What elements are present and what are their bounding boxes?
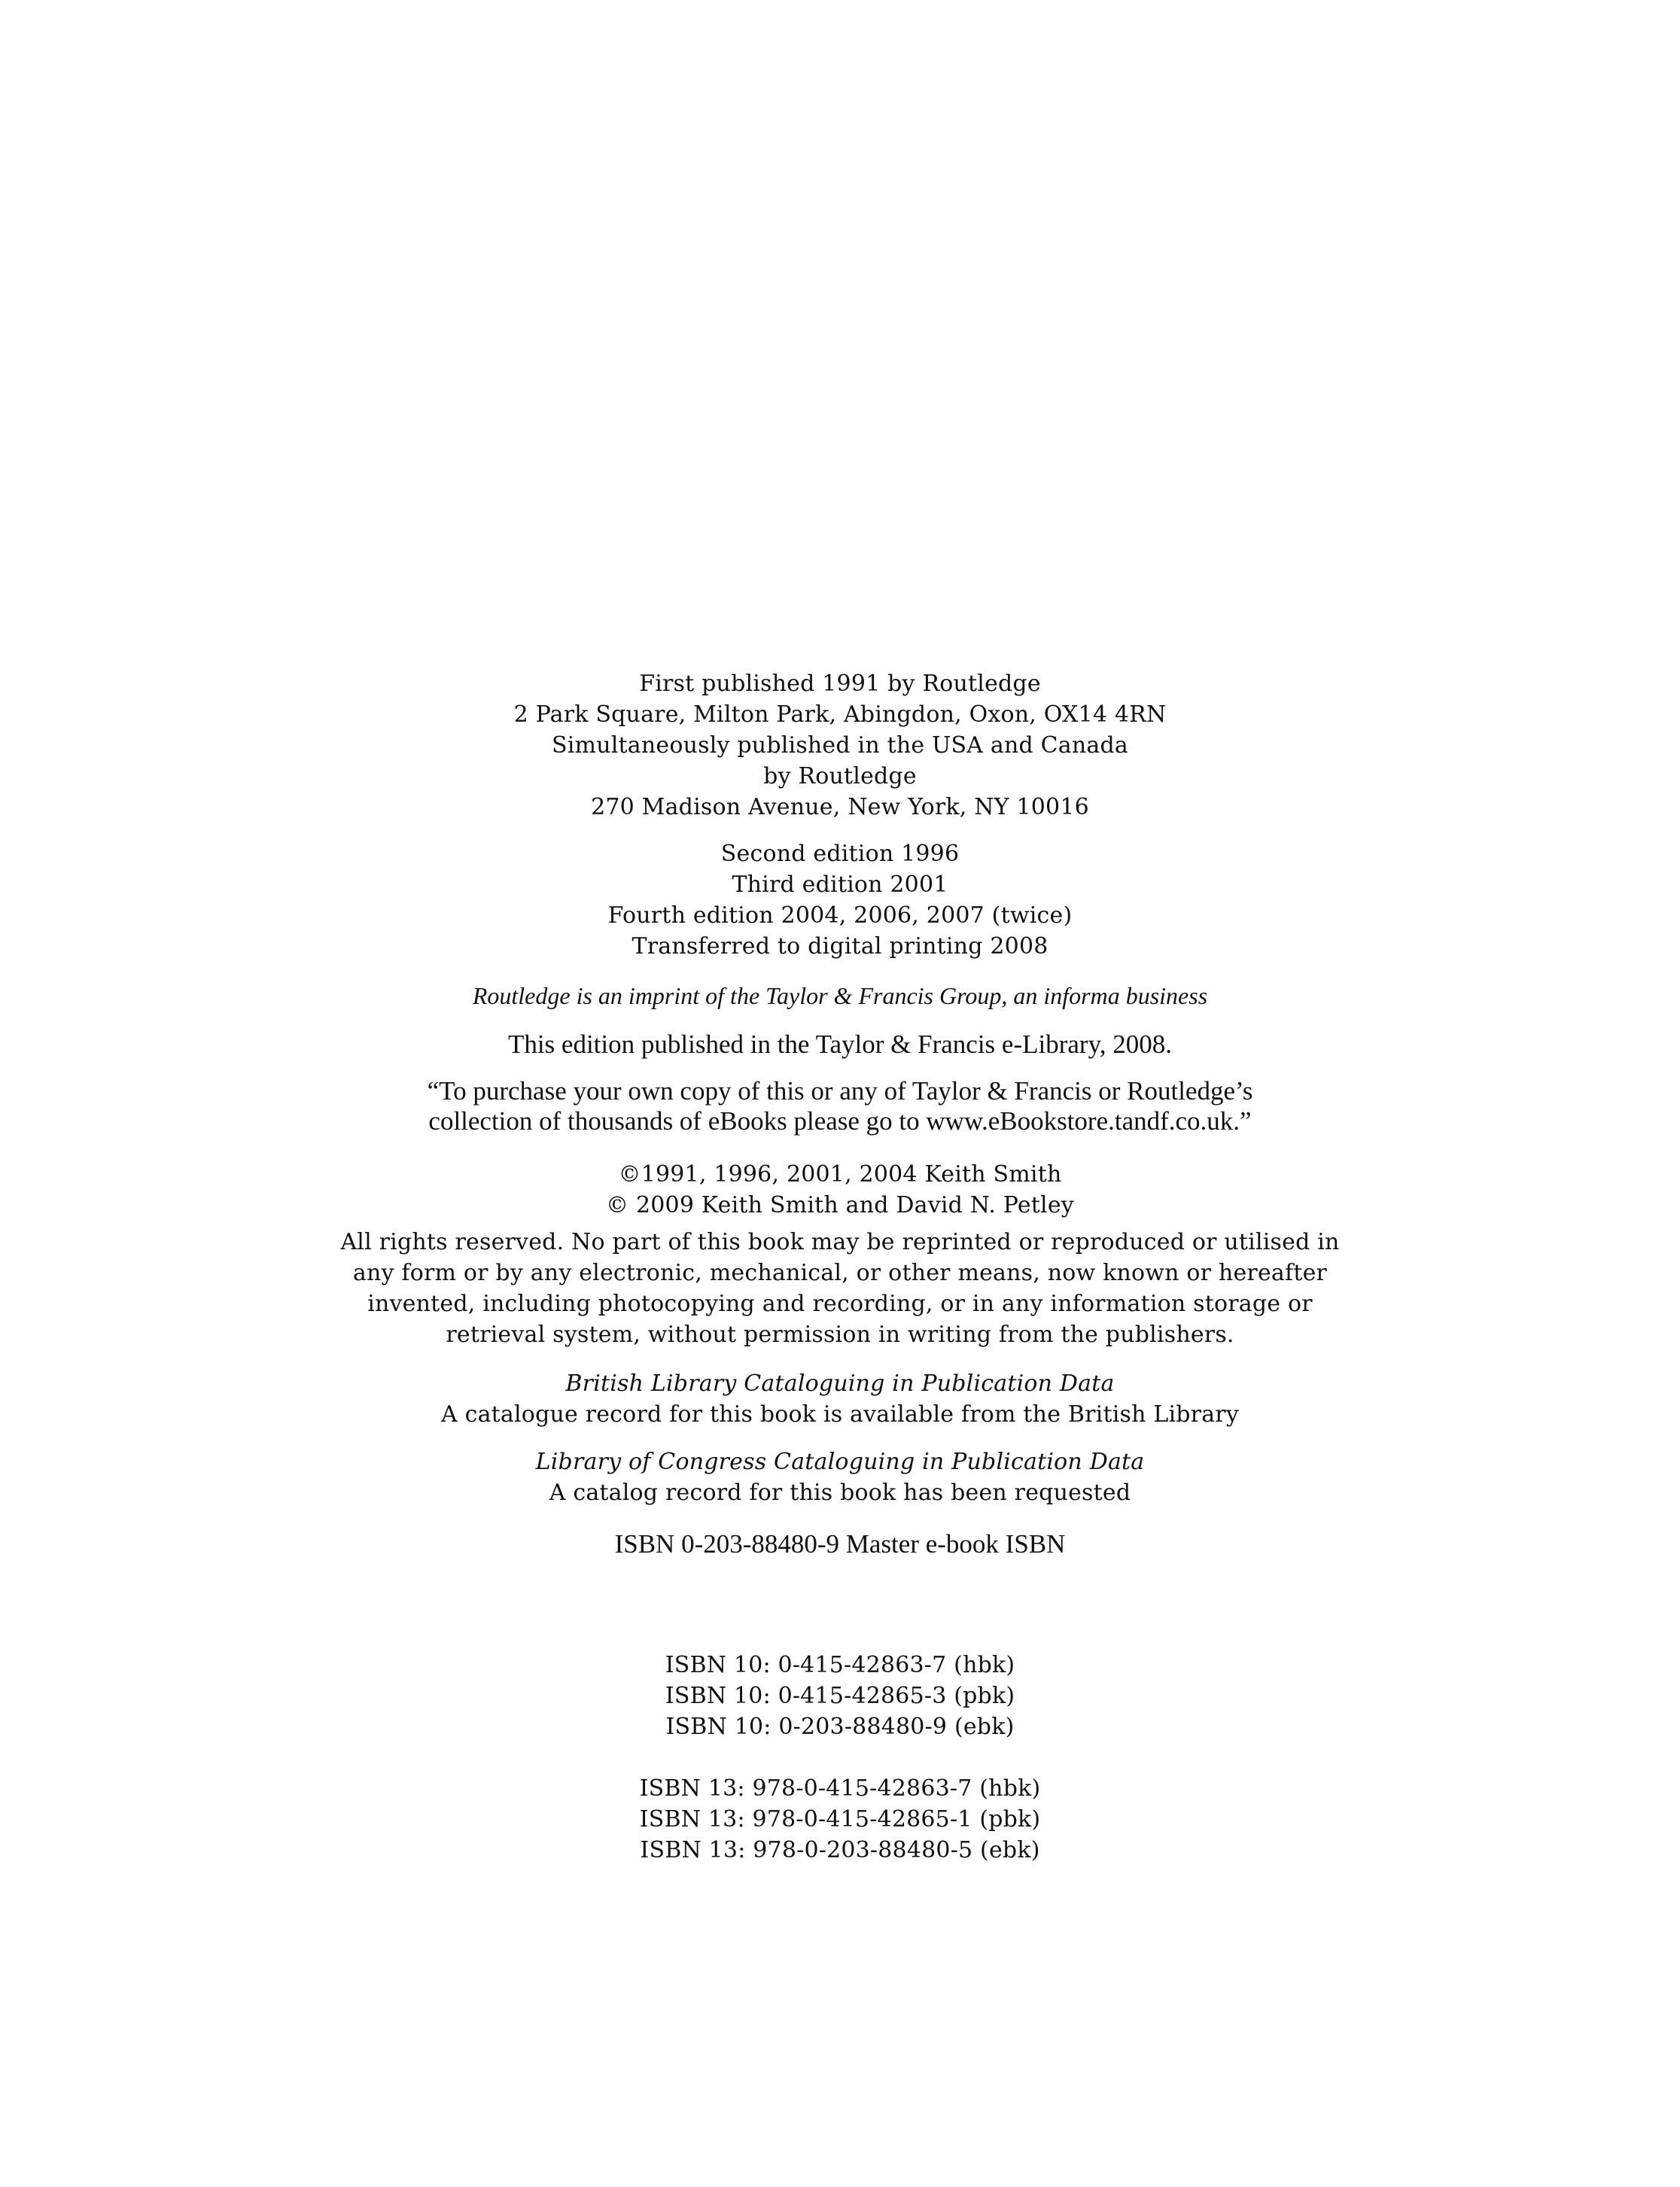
british-library-heading: British Library Cataloguing in Publication Data: [565, 1370, 1115, 1397]
elibrary-statement: [0, 1030, 1680, 1060]
copyright-line: © 2009 Keith Smith and David N. Petley: [606, 1192, 1074, 1218]
purchase-notice: [0, 1076, 1680, 1136]
library-of-congress-heading: Library of Congress Cataloguing in Publication Data: [535, 1449, 1145, 1475]
library-of-congress-text: A catalog record for this book has been requested: [549, 1480, 1131, 1506]
publication-line: Simultaneously published in the USA and Canada: [552, 732, 1128, 759]
rights-line: invented, including photocopying and recording, or in any information storage or: [367, 1291, 1313, 1317]
rights-line: any form or by any electronic, mechanical, or other means, now known or hereafter: [352, 1260, 1328, 1286]
rights-line: All rights reserved. No part of this book may be reprinted or reproduced or utilised in: [340, 1229, 1340, 1255]
purchase-line: “To purchase your own copy of this or any of Taylor & Francis or Routledge’s: [427, 1076, 1253, 1106]
isbn-13-line: ISBN 13: 978-0-415-42863-7 (hbk): [639, 1775, 1041, 1802]
imprint-line: Routledge is an imprint of the Taylor & Francis Group, an informa business: [472, 982, 1208, 1009]
purchase-line: collection of thousands of eBooks please go to www.eBookstore.tandf.co.uk.”: [428, 1106, 1252, 1136]
elibrary-line: This edition published in the Taylor & Francis e-Library, 2008.: [507, 1030, 1173, 1059]
publication-line: by Routledge: [763, 763, 917, 789]
isbn-10-line: ISBN 10: 0-415-42865-3 (pbk): [665, 1683, 1015, 1709]
isbn-10-line: ISBN 10: 0-203-88480-9 (ebk): [665, 1714, 1015, 1740]
edition-line: Third edition 2001: [732, 871, 948, 898]
isbn-13-line: ISBN 13: 978-0-203-88480-5 (ebk): [640, 1837, 1040, 1863]
copyright-notice: [0, 1159, 1680, 1221]
isbn-10-list: [0, 1650, 1680, 1742]
rights-line: retrieval system, without permission in writing from the publishers.: [446, 1322, 1234, 1348]
edition-line: Transferred to digital printing 2008: [632, 933, 1048, 960]
edition-history: [0, 838, 1680, 962]
edition-line: Fourth edition 2004, 2006, 2007 (twice): [607, 902, 1073, 929]
copyright-line: ©1991, 1996, 2001, 2004 Keith Smith: [618, 1161, 1062, 1188]
isbn-10-line: ISBN 10: 0-415-42863-7 (hbk): [665, 1652, 1015, 1678]
edition-line: Second edition 1996: [720, 841, 960, 867]
isbn-13-list: [0, 1773, 1680, 1866]
library-of-congress-cip: [0, 1446, 1680, 1508]
british-library-text: A catalogue record for this book is available from the British Library: [440, 1401, 1239, 1428]
publication-line: 270 Madison Avenue, New York, NY 10016: [591, 794, 1089, 820]
master-isbn-line: ISBN 0-203-88480-9 Master e-book ISBN: [614, 1529, 1066, 1559]
isbn-13-line: ISBN 13: 978-0-415-42865-1 (pbk): [639, 1806, 1041, 1833]
publication-info: [0, 668, 1680, 823]
rights-statement: [0, 1227, 1680, 1350]
publication-line: First published 1991 by Routledge: [639, 671, 1041, 697]
publication-line: 2 Park Square, Milton Park, Abingdon, Oxon, OX14 4RN: [513, 701, 1167, 728]
imprint-statement: [0, 981, 1680, 1011]
master-isbn: [0, 1529, 1680, 1559]
british-library-cip: [0, 1368, 1680, 1430]
